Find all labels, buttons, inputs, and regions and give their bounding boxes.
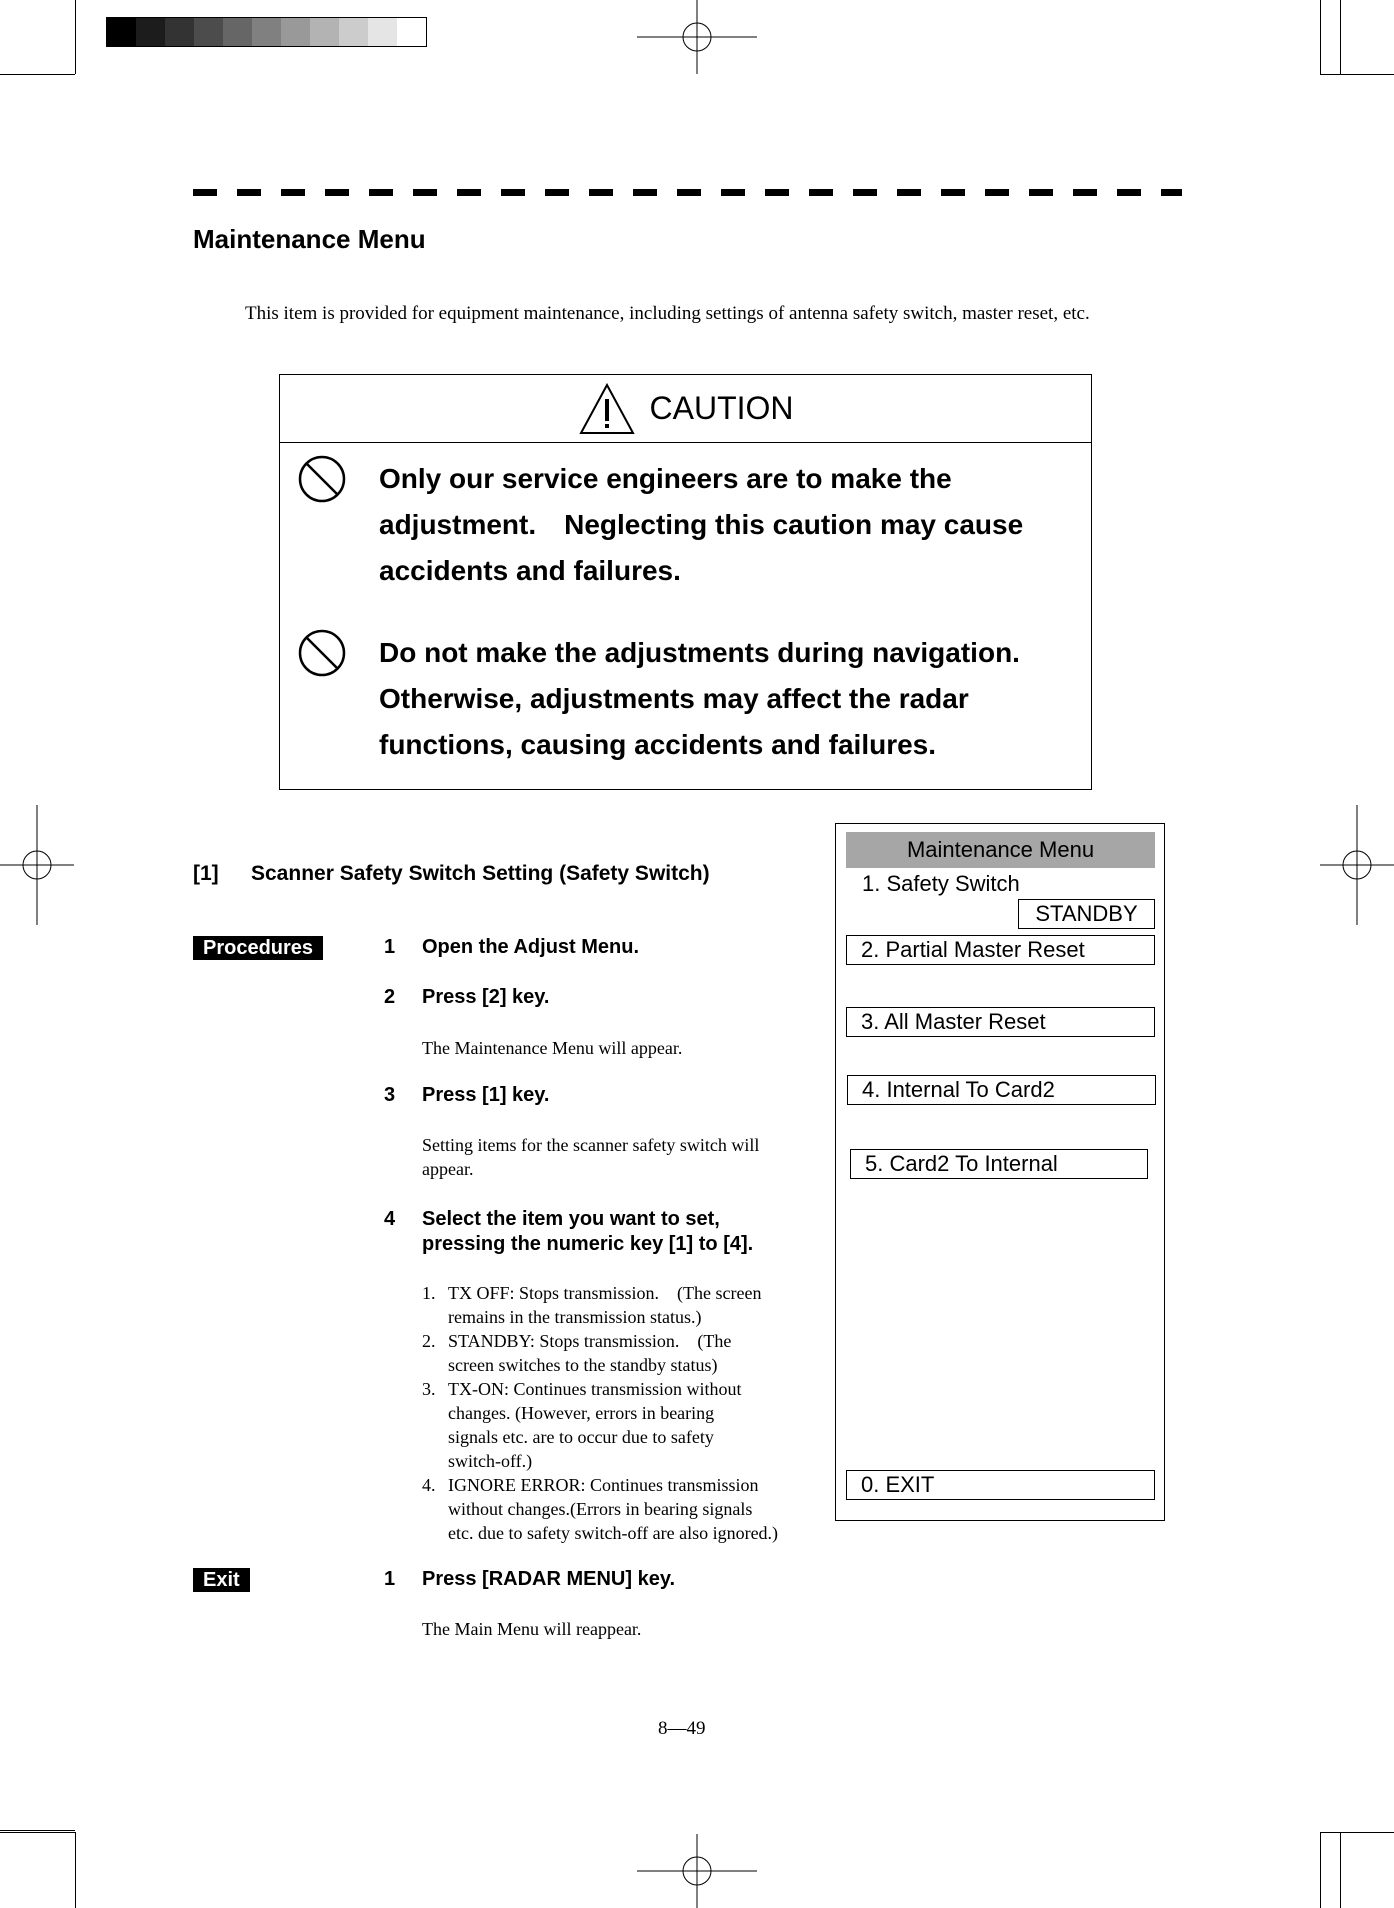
caution-header: [280, 375, 1091, 443]
menu-item-all-master-reset[interactable]: 3. All Master Reset: [846, 1007, 1155, 1037]
safety-switch-value[interactable]: STANDBY: [1018, 899, 1155, 929]
warning-triangle-icon: [578, 382, 636, 436]
caution-item-2: Do not make the adjustments during navigation. Otherwise, adjustments may affect the radar functions, causing accidents and failures.: [379, 637, 1020, 760]
menu-title: Maintenance Menu: [846, 832, 1155, 868]
menu-item-safety-switch[interactable]: 1. Safety Switch: [862, 871, 1020, 896]
step-3-note: Setting items for the scanner safety switch will appear.: [422, 1135, 760, 1179]
exit-step: 1 Press [RADAR MENU] key.: [384, 1568, 676, 1590]
page-title: Maintenance Menu: [193, 224, 426, 254]
procedures-label: Procedures: [193, 936, 323, 960]
caution-title: CAUTION: [649, 390, 794, 426]
menu-item-card2-to-internal[interactable]: 5. Card2 To Internal: [850, 1149, 1148, 1179]
option-3: 3. TX-ON: Continues transmission without changes. (However, errors in bearing signals etc. are to occur due to safety switch-off.): [422, 1379, 742, 1471]
caution-item-1: Only our service engineers are to make the adjustment. Neglecting this caution may cause accidents and failures.: [379, 463, 1024, 586]
option-4: 4. IGNORE ERROR: Continues transmission without changes.(Errors in bearing signals etc. due to safety switch-off are also ignored.): [422, 1475, 779, 1543]
exit-note: The Main Menu will reappear.: [422, 1619, 642, 1639]
intro-text: This item is provided for equipment maintenance, including settings of antenna safety switch, master reset, etc.: [245, 303, 1090, 324]
step-4: 4 Select the item you want to set, pressing the numeric key [1] to [4].: [384, 1208, 754, 1255]
step-2: 2 Press [2] key.: [384, 986, 550, 1008]
maintenance-menu-screen: [835, 823, 1165, 1521]
option-1: 1. TX OFF: Stops transmission. (The screen remains in the transmission status.): [422, 1283, 762, 1327]
exit-label: Exit: [193, 1568, 250, 1592]
section-number: [1]: [193, 862, 219, 885]
step-3: 3 Press [1] key.: [384, 1084, 550, 1106]
prohibition-icon: [298, 455, 346, 503]
section-title: Scanner Safety Switch Setting (Safety Switch): [251, 862, 710, 885]
option-2: 2. STANDBY: Stops transmission. (The screen switches to the standby status): [422, 1331, 732, 1375]
menu-item-exit[interactable]: 0. EXIT: [846, 1470, 1155, 1500]
page-number: 8—49: [658, 1718, 706, 1739]
step-2-note: The Maintenance Menu will appear.: [422, 1038, 683, 1058]
section-heading: [193, 862, 710, 886]
menu-item-internal-to-card2[interactable]: 4. Internal To Card2: [847, 1075, 1156, 1105]
prohibition-icon: [298, 629, 346, 677]
menu-item-partial-master-reset[interactable]: 2. Partial Master Reset: [846, 935, 1155, 965]
section-divider: [193, 189, 1182, 196]
caution-box: [279, 374, 1092, 790]
step-1: 1 Open the Adjust Menu.: [384, 936, 640, 958]
